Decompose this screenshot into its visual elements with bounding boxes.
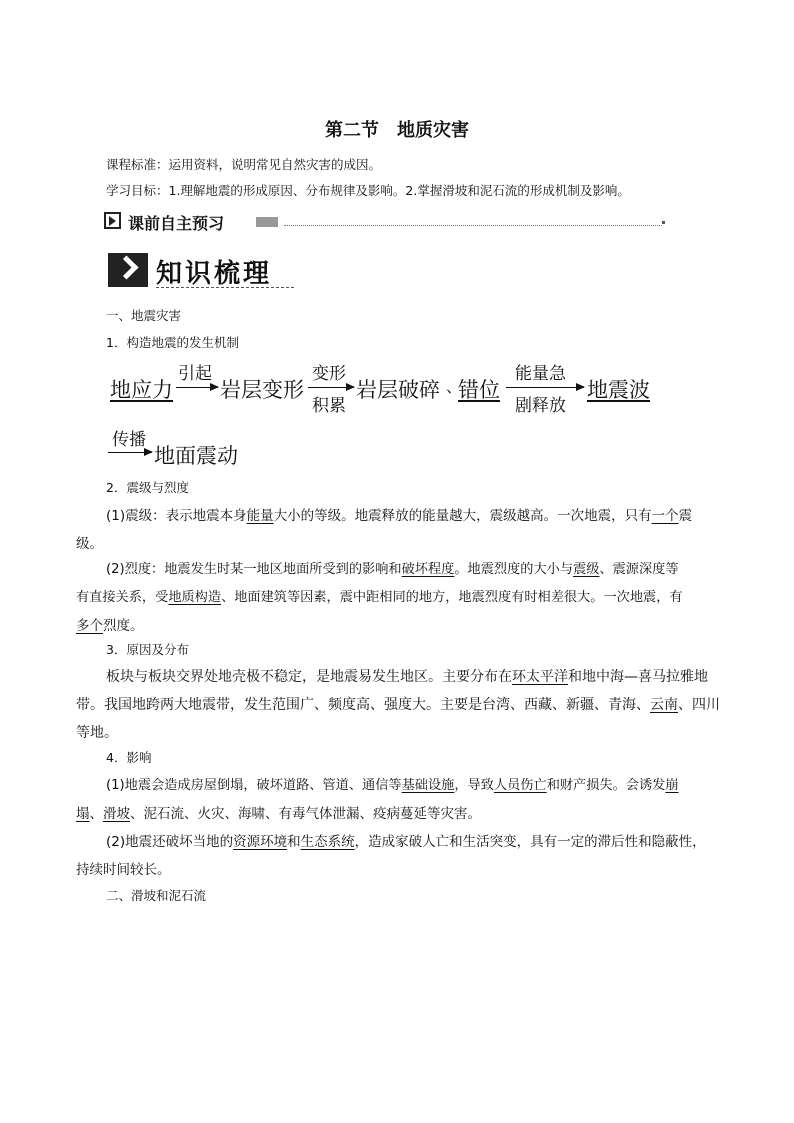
flow-node: 地面震动: [154, 444, 238, 468]
flow-label: 引起: [178, 364, 212, 384]
flow-label: 传播: [112, 430, 146, 450]
flow-arrow: [506, 387, 584, 388]
flow-node: 岩层破碎: [356, 378, 440, 402]
para-intensity: (2)烈度：地震发生时某一地区地面所受到的影响和破坏程度。地震烈度的大小与震级、震源深度等: [106, 562, 679, 577]
flow-node: 地应力: [110, 378, 173, 402]
course-standard: 课程标准：运用资料，说明常见自然灾害的成因。: [106, 157, 382, 172]
flow-arrow: [108, 452, 152, 453]
para-distribution-end: 等地。: [76, 725, 118, 741]
section-header: [104, 209, 664, 233]
para-magnitude-cont: 级。: [76, 536, 103, 552]
header-bar: [256, 217, 278, 227]
learning-objectives: 学习目标：1.理解地震的形成原因、分布规律及影响。2.掌握滑坡和泥石流的形成机制及影响。: [106, 183, 630, 198]
para-magnitude: (1)震级：表示地震本身能量大小的等级。地震释放的能量越大，震级越高。一次地震，只有一个震: [106, 508, 693, 524]
flow-node: 错位: [458, 378, 500, 402]
heading-earthquake: 一、地震灾害: [106, 308, 182, 323]
heading-landslide: 二、滑坡和泥石流: [106, 888, 207, 903]
arrow-icon: [108, 253, 148, 287]
para-intensity-cont: 有直接关系，受地质构造、地面建筑等因素，震中距相同的地方，地震烈度有时相差很大。一次地震，有: [76, 590, 683, 605]
play-icon: [104, 212, 121, 229]
flow-label: 剧释放: [515, 396, 566, 416]
flow-label: 积累: [312, 396, 346, 416]
para-impact-1: (1)地震会造成房屋倒塌，破坏道路、管道、通信等基础设施，导致人员伤亡和财产损失。会诱发崩: [106, 778, 679, 793]
page-title: 第二节 地质灾害: [325, 120, 469, 141]
flow-label: 变形: [312, 364, 346, 384]
header-divider: [284, 225, 662, 226]
para-distribution-cont: 带。我国地跨两大地震带，发生范围广、频度高、强度大。主要是台湾、西藏、新疆、青海、云南、四川: [76, 697, 720, 713]
para-intensity-end: 多个烈度。: [76, 618, 144, 634]
heading-mechanism: 1．构造地震的发生机制: [106, 335, 239, 350]
para-impact-1-cont: 塌、滑坡、泥石流、火灾、海啸、有毒气体泄漏、疫病蔓延等灾害。: [76, 806, 481, 822]
knowledge-title: 知识梳理: [156, 259, 273, 289]
heading-distribution: 3．原因及分布: [106, 642, 189, 657]
para-impact-2-cont: 持续时间较长。: [76, 862, 171, 878]
flow-node: 岩层变形: [220, 378, 304, 402]
flow-node: 地震波: [587, 378, 650, 402]
para-impact-2: (2)地震还破坏当地的资源环境和生态系统，造成家破人亡和生活突变，具有一定的滞后性和隐蔽性，: [106, 834, 706, 850]
section-header-label: 课前自主预习: [128, 214, 225, 233]
flow-label: 能量急: [515, 364, 566, 384]
flow-arrow: [308, 387, 354, 388]
heading-magnitude: 2．震级与烈度: [106, 480, 189, 495]
flow-arrow: [176, 387, 218, 388]
para-distribution: 板块与板块交界处地壳极不稳定，是地震易发生地区。主要分布在环太平洋和地中海—喜马拉雅地: [106, 669, 708, 685]
heading-impact: 4．影响: [106, 750, 152, 765]
knowledge-heading: [108, 253, 298, 291]
